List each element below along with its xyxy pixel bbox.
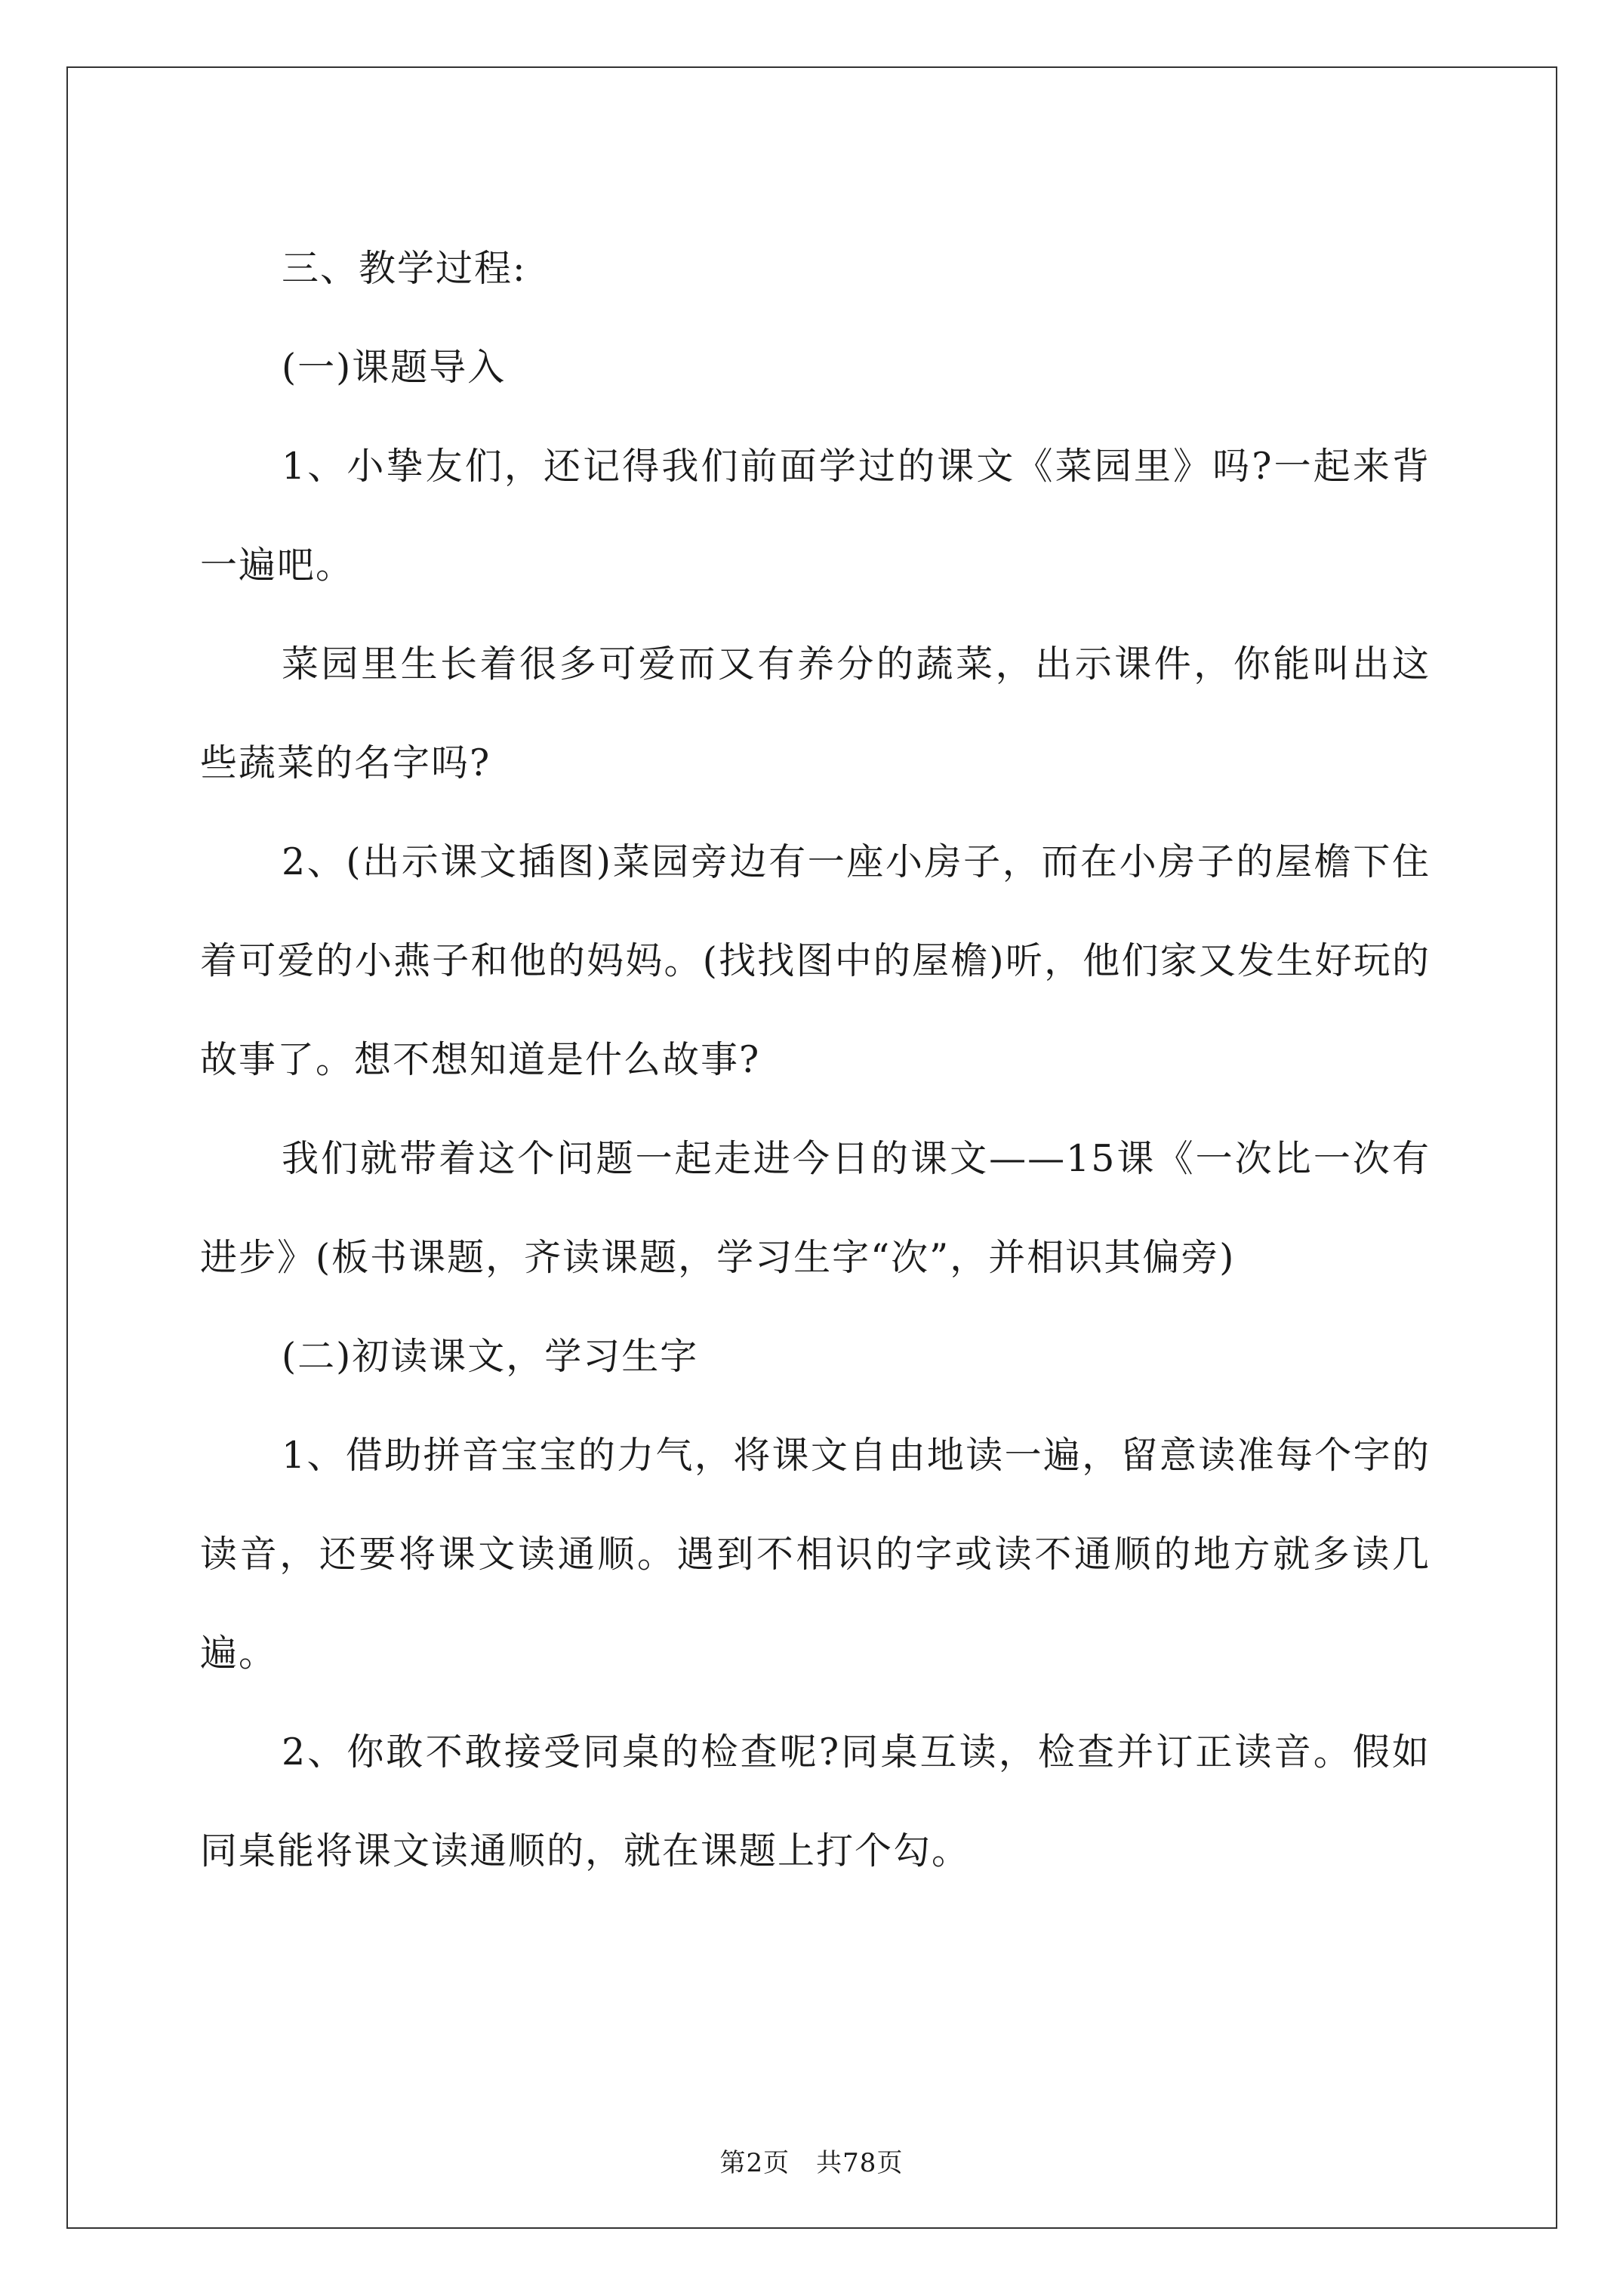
page-number: 第2页 共78页 bbox=[719, 2148, 904, 2178]
subsection-heading-introduction: (一)课题导入 bbox=[282, 346, 507, 389]
paragraph: 2、你敢不敢接受同桌的检查呢?同桌互读，检查并订正读音。假如同桌能将课文读通顺的，就在课题上打个勾。 bbox=[200, 1730, 1431, 1872]
paragraph: 2、(出示课文插图)菜园旁边有一座小房子，而在小房子的屋檐下住着可爱的小燕子和他的妈妈。(找找图中的屋檐)听，他们家又发生好玩的故事了。想不想知道是什么故事? bbox=[200, 840, 1431, 1081]
paragraph: 1、借助拼音宝宝的力气，将课文自由地读一遍，留意读准每个字的读音，还要将课文读通顺。遇到不相识的字或读不通顺的地方就多读几遍。 bbox=[200, 1434, 1431, 1675]
paragraph: 1、小挚友们，还记得我们前面学过的课文《菜园里》吗?一起来背一遍吧。 bbox=[200, 445, 1431, 587]
subsection-heading-first-reading: (二)初读课文，学习生字 bbox=[282, 1335, 699, 1378]
section-heading-teaching-process: 三、教学过程: bbox=[282, 247, 527, 290]
document-body bbox=[200, 219, 1431, 1900]
paragraph: 菜园里生长着很多可爱而又有养分的蔬菜，出示课件，你能叫出这些蔬菜的名字吗? bbox=[200, 643, 1431, 784]
paragraph: 我们就带着这个问题一起走进今日的课文——15课《一次比一次有进步》(板书课题，齐读课题，学习生字“次”，并相识其偏旁) bbox=[200, 1137, 1431, 1279]
